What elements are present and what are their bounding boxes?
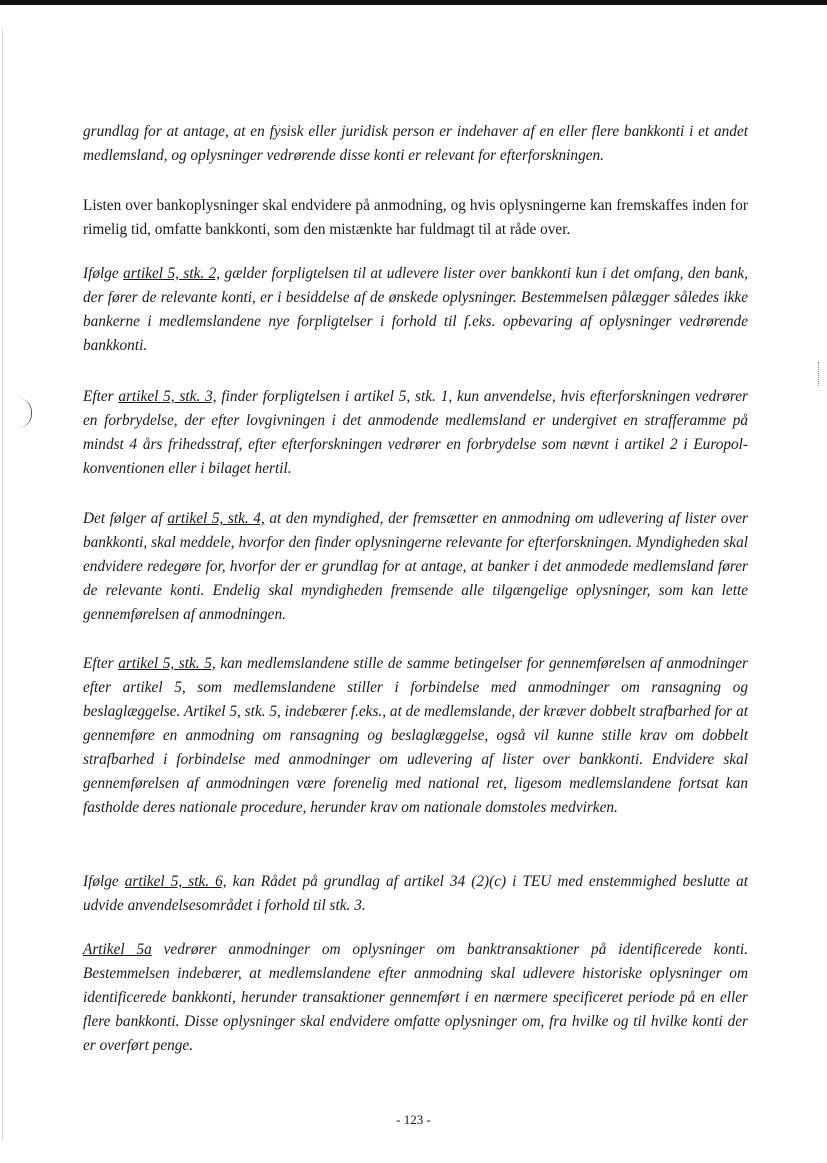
paragraph-6-lead: Efter bbox=[83, 655, 114, 672]
paragraph-8 bbox=[83, 938, 748, 1058]
paragraph-1-text: grundlag for at antage, at en fysisk eller juridisk person er indehaver af en eller flere bankkonti i et andet medlemsland, og oplysninger vedrørende disse konti er relevant for efterforskningen. bbox=[83, 123, 748, 164]
paragraph-4-lead: Efter bbox=[83, 388, 114, 405]
paragraph-6 bbox=[83, 652, 748, 820]
scan-top-border bbox=[0, 0, 827, 5]
page-number: - 123 - bbox=[396, 1112, 431, 1127]
article-reference: artikel 5, stk. 5, bbox=[118, 655, 216, 672]
paragraph-5-text: at den myndighed, der fremsætter en anmodning om udlevering af lister over bankkonti, skal meddele, hvorfor den finder oplysningerne relevante for efterforskningen. Myndigheden skal endvidere redegøre for, hvorfor der er grundlag for at antage, at banker i det anmodede medlemsland fører de relevante konti. Endelig skal myndigheden fremsende alle tilgængelige oplysninger, som kan lette gennemførelsen af anmodningen. bbox=[83, 510, 748, 623]
paragraph-2 bbox=[83, 194, 748, 242]
paragraph-3 bbox=[83, 262, 748, 358]
article-reference: Artikel 5a bbox=[83, 941, 152, 958]
article-reference: artikel 5, stk. 3, bbox=[118, 388, 217, 405]
paragraph-7-lead: Ifølge bbox=[83, 873, 119, 890]
scan-left-edge bbox=[2, 30, 3, 1140]
paragraph-5 bbox=[83, 507, 748, 627]
paragraph-3-text: gælder forpligtelsen til at udlevere lister over bankkonti kun i det omfang, den bank, der fører de relevante konti, er i besiddelse af de ønskede oplysninger. Bestemmelsen pålægger således ikke bankerne i medlemslandene nye forpligtelser i forhold til f.eks. opbevaring af oplysninger vedrørende bankkonti. bbox=[83, 265, 749, 354]
article-reference: artikel 5, stk. 6, bbox=[124, 873, 227, 890]
paragraph-1 bbox=[83, 120, 748, 168]
paragraph-4-text: finder forpligtelsen i artikel 5, stk. 1, kun anvendelse, hvis efterforskningen vedrører en forbrydelse, der efter lovgivningen i det anmodende medlemsland er undergivet en strafferamme på mindst 4 års frihedsstraf, efter efterforskningen vedrører en forbrydelse som nævnt i artikel 2 i Europol-konventionen eller i bilaget hertil. bbox=[83, 388, 748, 477]
paragraph-3-lead: Ifølge bbox=[83, 265, 119, 282]
paragraph-7 bbox=[83, 870, 748, 918]
margin-dots bbox=[818, 362, 820, 386]
paragraph-5-lead: Det følger af bbox=[83, 510, 163, 527]
article-reference: artikel 5, stk. 2, bbox=[123, 265, 221, 282]
paragraph-6-text: kan medlemslandene stille de samme betingelser for gennemførelsen af anmodninger efter artikel 5, som medlemslandene stiller i forbindelse med anmodninger om ransagning og beslaglæggelse. Artikel 5, stk. 5, indebærer f.eks., at de medlemslande, der kræver dobbelt strafbarhed for at gennemføre en anmodning om ransagning og beslaglæggelse, også vil kunne stille krav om dobbelt strafbarhed i forbindelse med anmodninger om udlevering af lister over bankkonti. Endvidere skal gennemførelsen af anmodningen være forenelig med national ret, ligesom medlemslandene fortsat kan fastholde deres nationale procedure, herunder krav om nationale domstoles medvirken. bbox=[83, 655, 749, 816]
paragraph-4 bbox=[83, 385, 748, 481]
paragraph-7-text: kan Rådet på grundlag af artikel 34 (2)(c) i TEU med enstemmighed beslutte at udvide anvendelsesområdet i forhold til stk. 3. bbox=[83, 873, 749, 914]
article-reference: artikel 5, stk. 4, bbox=[167, 510, 265, 527]
punch-hole-mark bbox=[10, 398, 32, 428]
paragraph-2-text: Listen over bankoplysninger skal endvidere på anmodning, og hvis oplysningerne kan fremskaffes inden for rimelig tid, omfatte bankkonti, som den mistænkte har fuldmagt til at råde over. bbox=[83, 197, 748, 238]
paragraph-8-text: vedrører anmodninger om oplysninger om banktransaktioner på identificerede konti. Bestemmelsen indebærer, at medlemslandene efter anmodning skal udlevere historiske oplysninger om identificerede bankkonti, herunder transaktioner gennemført i en nærmere specificeret periode på en eller flere bankkonti. Disse oplysninger skal endvidere omfatte oplysninger om, fra hvilke og til hvilke konti der er overført penge. bbox=[83, 941, 748, 1054]
